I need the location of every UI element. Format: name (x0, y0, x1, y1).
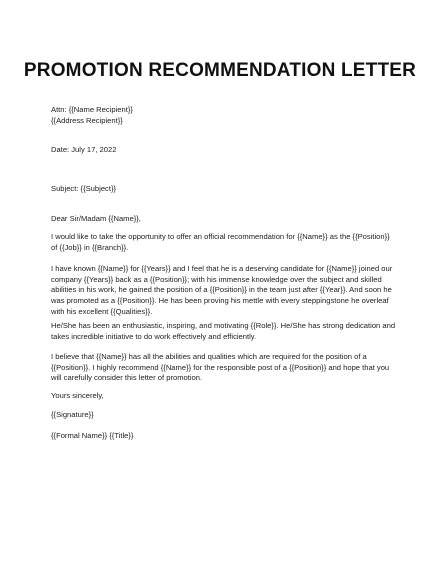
subject-line (51, 184, 396, 195)
attn-recipient-address: {{Address Recipient}} (51, 115, 123, 125)
paragraph-line: takes incredible initiative to do work effectively and efficiently. (51, 331, 257, 341)
letter-salutation: Dear Sir/Madam {{Name}}, (51, 214, 141, 223)
paragraph-line: I have known {{Name}} for {{Years}} and I feel that he is a deserving candidate for {{Name}} joined our (51, 264, 393, 273)
attn-block (51, 105, 396, 126)
letter-title: PROMOTION RECOMMENDATION LETTER (23, 60, 417, 81)
letter-subject: Subject: {{Subject}} (51, 184, 117, 193)
paragraph-1 (51, 232, 396, 253)
paragraph-line: with his excellent {{Qualities}}. (51, 306, 153, 316)
paragraph-line: abilities in his work, he gained the position of a {{Position}} in the team just after {{Year}}. And soon he (51, 285, 392, 295)
paragraph-line: He/She has been an enthusiastic, inspiring, and motivating {{Role}}. He/She has strong dedication and (51, 321, 396, 330)
date-line (51, 145, 396, 156)
paragraph-line: company {{Years}} back as a {{Position}}; with his immense knowledge over the subject and skilled (51, 274, 382, 284)
formal-name-line (51, 431, 396, 442)
letter-formal-name: {{Formal Name}} {{Title}} (51, 431, 134, 440)
paragraph-line: will carefully consider this letter of promotion. (51, 373, 203, 383)
paragraph-line: I would like to take the opportunity to offer an official recommendation for {{Name}} as the {{Position}} (51, 232, 390, 241)
closing-line (51, 391, 396, 402)
attn-recipient-name: Attn: {{Name Recipient}} (51, 105, 133, 114)
paragraph-4 (51, 352, 396, 384)
salutation-line (51, 214, 396, 225)
paragraph-line: of {{Job}} in {{Branch}}. (51, 242, 129, 252)
paragraph-line: I believe that {{Name}} has all the abilities and qualities which are required for the position of a (51, 352, 367, 361)
letter-date: Date: July 17, 2022 (51, 145, 117, 154)
paragraph-3 (51, 321, 396, 342)
letter-closing: Yours sincerely, (51, 391, 104, 400)
paragraph-line: was promoted as a {{Position}}. He has been proving his mettle with every steppingstone he overleaf (51, 296, 389, 306)
paragraph-line: {{Position}}. I highly recommend {{Name}} for the responsible post of a {{Position}} and hope that you (51, 362, 390, 372)
signature-line (51, 410, 396, 421)
letter-signature: {{Signature}} (51, 410, 94, 419)
paragraph-2 (51, 264, 396, 318)
